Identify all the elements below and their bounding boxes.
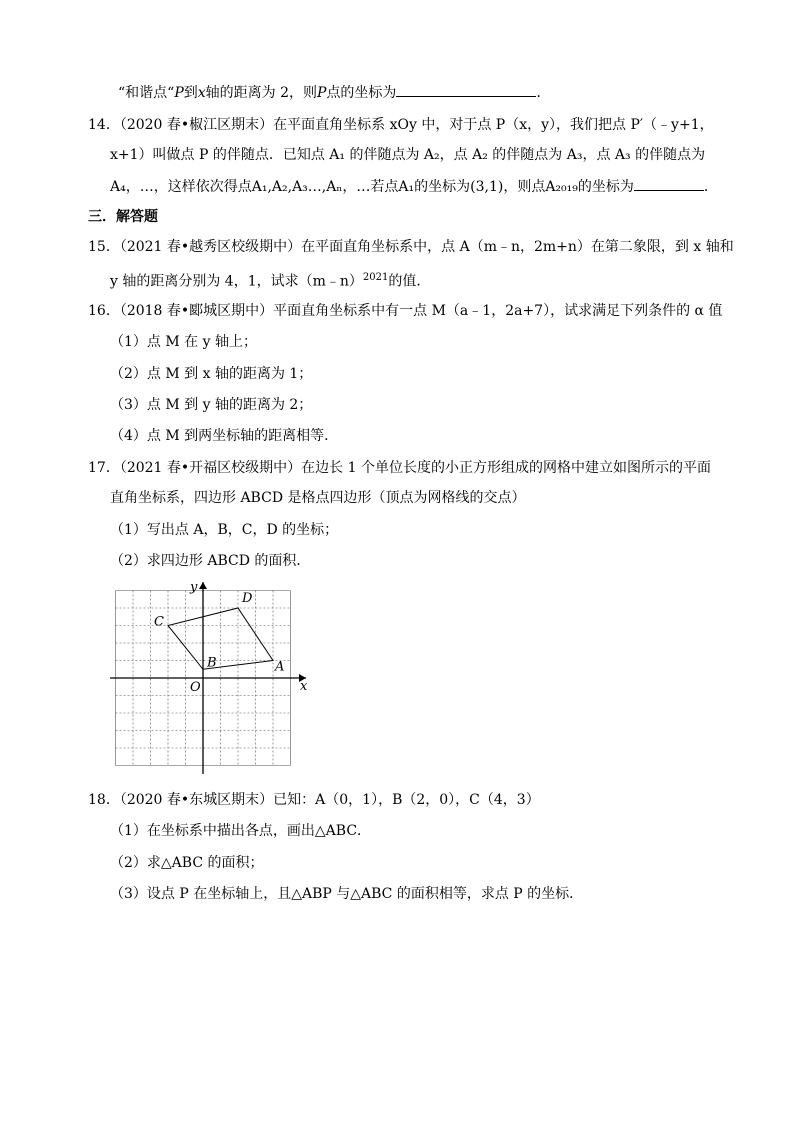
q18-line-1: 18．（2020 春•东城区期末）已知：A（0，1），B（2，0），C（4，3） [88, 792, 540, 808]
q14-line-2: x+1）叫做点 P 的伴随点．已知点 A₁ 的伴随点为 A₂，点 A₂ 的伴随点为 A₃，点 A₃ 的伴随点为 [110, 147, 706, 163]
point-label-a: A [275, 659, 285, 675]
q18-item: （3）设点 P 在坐标轴上，且△ABP 与△ABC 的面积相等，求点 P 的坐标． [110, 886, 584, 902]
q16-line-1: 16．（2018 春•郾城区期中）平面直角坐标系中有一点 M（a﹣1，2a+7），试求满足下列条件的 α 值 [88, 303, 723, 319]
point-label-b: B [207, 655, 217, 671]
q14-line-3-text: A₄，…，这样依次得点A₁,A₂,A₃…,Aₙ，…若点A₁的坐标为(3,1)，则点A₂₀₁₉的坐标为 [110, 179, 634, 195]
q13-var: P [174, 85, 184, 101]
x-axis-label: x [300, 679, 308, 694]
q14-line-3 [110, 176, 718, 197]
q16-item: （3）点 M 到 y 轴的距离为 2； [110, 397, 313, 413]
q17-line-2: 直角坐标系，四边形 ABCD 是格点四边形（顶点为网格线的交点） [110, 490, 526, 506]
q13-var: x [197, 85, 206, 101]
section-title: 三．解答题 [88, 209, 158, 225]
q17-line-1: 17．（2021 春•开福区校级期中）在边长 1 个单位长度的小正方形组成的网格中建立如图所示的平面 [88, 460, 711, 476]
q15-exponent: 2021 [362, 272, 389, 283]
q17-item: （1）写出点 A，B，C，D 的坐标； [110, 522, 339, 538]
q13-text: 点的坐标为 [326, 85, 397, 101]
point-label-c: C [154, 614, 164, 630]
q18-item: （2）求△ABC 的面积； [110, 855, 264, 871]
q15-line-1: 15．（2021 春•越秀区校级期中）在平面直角坐标系中，点 A（m﹣n，2m+n）在第二象限，到 x 轴和 [88, 239, 734, 255]
coordinate-grid-figure [108, 578, 318, 778]
q14-end: ． [703, 179, 718, 195]
q15-text: 的值． [388, 273, 431, 290]
q16-item: （2）点 M 到 x 轴的距离为 1； [110, 366, 313, 382]
q13-end: ． [536, 85, 551, 101]
q13-text: 轴的距离为 2，则 [205, 85, 318, 101]
q13-text: 到 [183, 85, 198, 101]
q16-item: （1）点 M 在 y 轴上； [110, 334, 257, 350]
answer-blank [634, 176, 704, 191]
answer-blank [396, 82, 536, 97]
q17-item: （2）求四边形 ABCD 的面积． [110, 553, 311, 569]
q14-line-1: 14．（2020 春•椒江区期末）在平面直角坐标系 xOy 中，对于点 P（x，y），我们把点 P′（﹣y+1， [88, 117, 714, 133]
q15-text: y 轴的距离分别为 4，1，试求（m﹣n） [110, 273, 363, 290]
axes [110, 582, 306, 774]
q18-item: （1）在坐标系中描出各点，画出△ABC． [110, 823, 372, 839]
q16-item: （4）点 M 到两坐标轴的距离相等． [110, 428, 339, 444]
point-label-d: D [242, 591, 253, 606]
q13-var: P [317, 85, 327, 101]
y-axis-arrow [199, 582, 207, 589]
q13-text: “和谐点“ [118, 85, 175, 101]
origin-label: O [190, 680, 201, 695]
q15-line-2 [110, 268, 430, 292]
q13-tail-line [118, 82, 550, 103]
y-axis-label: y [190, 580, 198, 595]
